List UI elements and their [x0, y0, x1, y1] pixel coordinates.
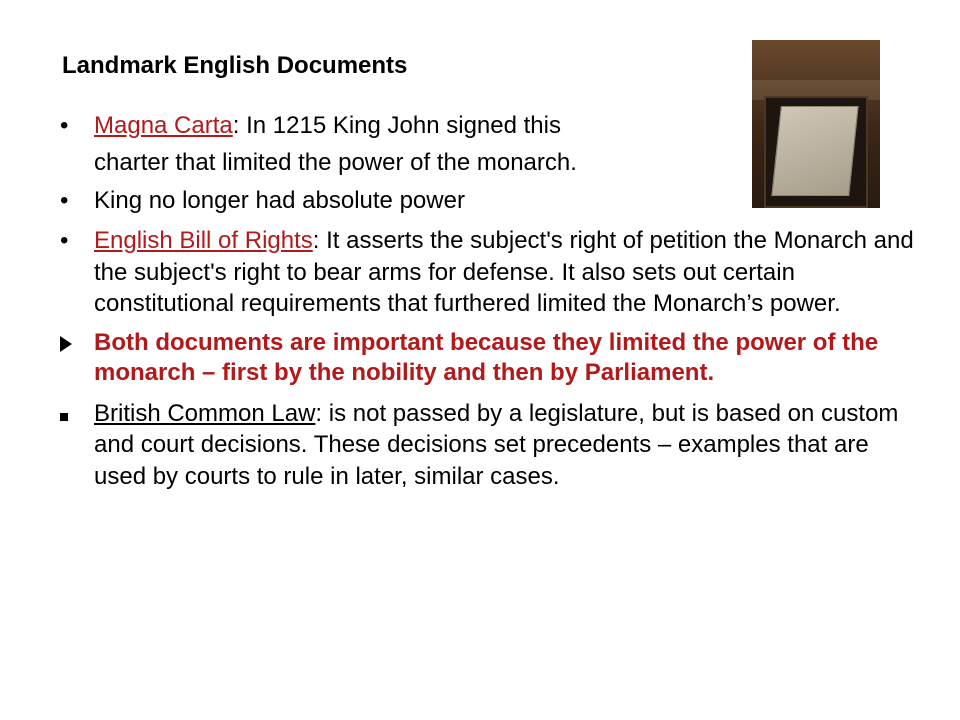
bill-of-rights-text: : It asserts the subject's right of petition the Monarch and the subject's right to bear arms for defense. It also sets out certain constitutional requirements that furthered limited the Monarch’s power.: [94, 227, 914, 317]
magna-carta-text: : In 1215 King John signed this: [232, 112, 561, 139]
slide-body: [60, 110, 920, 492]
magna-carta-link[interactable]: Magna Carta: [94, 112, 233, 139]
slide-title: Landmark English Documents: [62, 52, 408, 79]
square-bullet-icon: [60, 398, 90, 430]
bullet-dot-icon: •: [60, 227, 69, 254]
common-law-text: : is not passed by a legislature, but is based on custom and court decisions. These decisions set precedents – examples that are used by courts to rule in later, similar cases.: [94, 399, 899, 490]
king-text: King no longer had absolute power: [94, 187, 465, 214]
bill-of-rights-link[interactable]: English Bill of Rights: [94, 227, 313, 254]
both-documents-text: Both documents are important because they limited the power of the monarch – first by the nobility and then by Parliament.: [94, 328, 879, 386]
bullet-magna-carta: [60, 110, 920, 141]
bullet-king: [60, 185, 920, 216]
bullet-both-documents: [60, 328, 920, 388]
common-law-link[interactable]: British Common Law: [94, 399, 316, 427]
bullet-magna-carta-continued: [60, 147, 920, 178]
bullet-dot-icon: •: [60, 187, 69, 214]
bullet-bill-of-rights: [60, 225, 920, 320]
bullet-common-law: [60, 398, 920, 493]
arrow-bullet-icon: [60, 328, 90, 360]
bullet-dot-icon: •: [60, 112, 69, 139]
magna-carta-continuation: charter that limited the power of the monarch.: [94, 149, 577, 176]
